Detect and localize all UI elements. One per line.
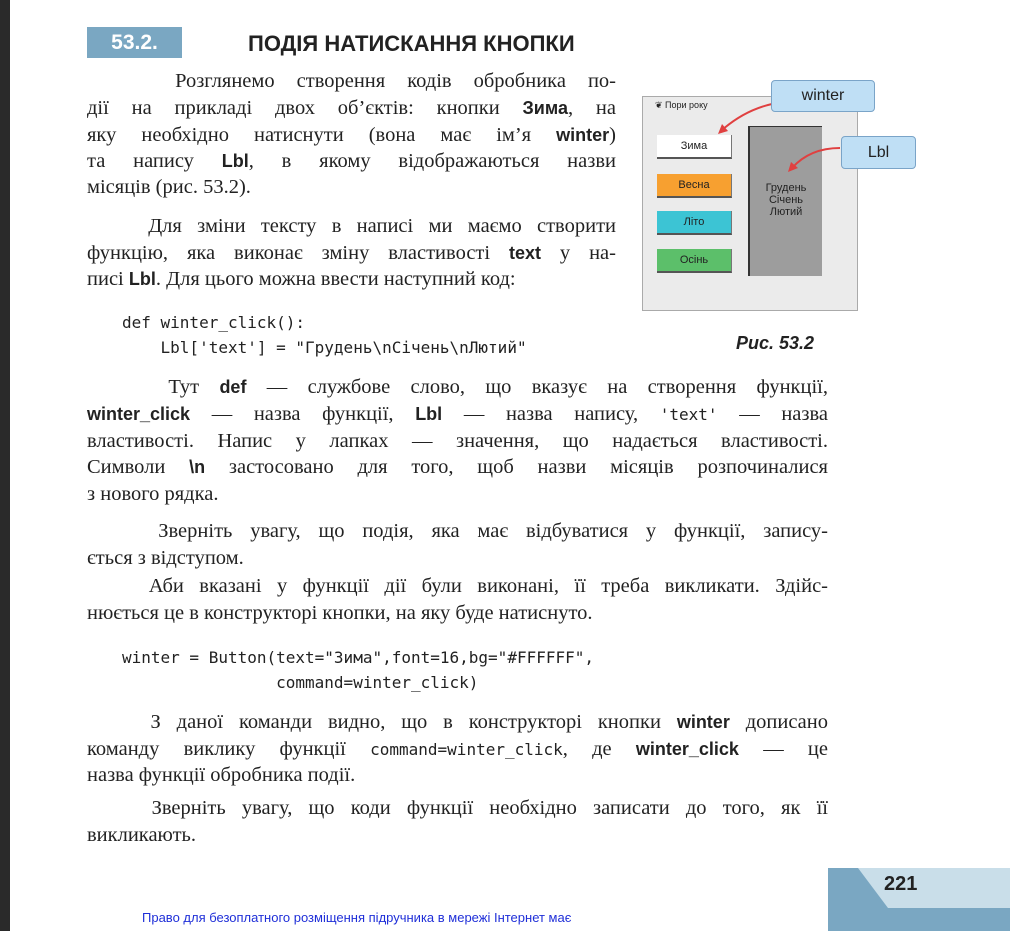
inline-code: 'text' xyxy=(659,405,718,424)
figure-button-summer: Літо xyxy=(657,211,732,235)
code-line: command=winter_click) xyxy=(122,673,479,692)
text-run: місяців (рис. 53.2). xyxy=(87,176,251,198)
figure-caption: Рис. 53.2 xyxy=(736,333,815,353)
text-run: , в якому відображаються назви xyxy=(248,150,616,172)
text-run: — назва xyxy=(717,403,828,425)
text-run: , де xyxy=(562,738,636,760)
text-run: Символи xyxy=(87,456,190,478)
text-run: — це xyxy=(738,738,828,760)
text-run: — назва функції, xyxy=(190,403,416,425)
text-run: ється з відступом. xyxy=(87,547,244,569)
figure-window-title: ❦ Пори року xyxy=(655,100,708,110)
text-run: З даної команди видно, що в конструкторі кнопки xyxy=(87,711,677,733)
bold-term: winter xyxy=(676,712,730,732)
text-run: та напису xyxy=(87,150,222,172)
bold-term: winter xyxy=(556,125,610,145)
code-line: def winter_click(): xyxy=(122,313,306,332)
bold-term: Lbl xyxy=(221,151,249,171)
text-run: . Для цього можна ввести наступний код: xyxy=(155,268,516,290)
text-run: команду виклику функції xyxy=(87,738,371,760)
figure-label: Грудень Січень Лютий xyxy=(748,126,822,276)
text-run: Аби вказані у функції дії були виконані, її треба викликати. Здійс- xyxy=(87,575,828,597)
text-run: яку необхідно натиснути (вона має ім’я xyxy=(87,124,557,146)
bold-term: def xyxy=(219,377,247,397)
figure-button-winter: Зима xyxy=(657,135,732,159)
text-run: Розглянемо створення кодів обробника по- xyxy=(87,70,616,92)
text-run: дописано xyxy=(729,711,828,733)
bold-term: \n xyxy=(189,457,206,477)
callout-winter: winter xyxy=(771,80,875,112)
bold-term: winter_click xyxy=(635,739,739,759)
text-run: писі xyxy=(87,268,129,290)
figure-button-autumn: Осінь xyxy=(657,249,732,273)
text-run: з нового рядка. xyxy=(87,483,219,505)
section-title: ПОДІЯ НАТИСКАННЯ КНОПКИ xyxy=(248,31,575,56)
callout-lbl: Lbl xyxy=(841,136,916,169)
text-run: застосовано для того, щоб назви місяців розпочиналися xyxy=(205,456,828,478)
text-run: ) xyxy=(609,124,616,146)
bold-term: Зима xyxy=(522,98,568,118)
text-run: — службове слово, що вказує на створення функції, xyxy=(246,376,828,398)
text-run: Зверніть увагу, що подія, яка має відбуватися у функції, запису- xyxy=(87,520,828,542)
code-line: winter = Button(text="Зима",font=16,bg="#FFFFFF", xyxy=(122,648,595,667)
text-run: нюється це в конструкторі кнопки, на яку буде натиснуто. xyxy=(87,602,593,624)
inline-code: command=winter_click xyxy=(370,740,563,759)
code-line: Lbl['text'] = "Грудень\nCічень\nЛютий" xyxy=(122,338,527,357)
section-number: 53.2. xyxy=(87,27,182,58)
text-run: — назва напису, xyxy=(442,403,660,425)
text-run: Зверніть увагу, що коди функції необхідно записати до того, як її xyxy=(87,797,828,819)
page-number: 221 xyxy=(884,873,918,895)
bold-term: winter_click xyxy=(87,404,191,424)
text-run: функцію, яка виконає зміну властивості xyxy=(87,242,509,264)
text-run: назва функції обробника події. xyxy=(87,764,356,786)
figure-button-spring: Весна xyxy=(657,174,732,198)
footer-notice: Право для безоплатного розміщення підручника в мережі Інтернет має xyxy=(142,910,572,925)
text-run: дії на прикладі двох об’єктів: кнопки xyxy=(87,97,523,119)
bold-term: Lbl xyxy=(128,269,156,289)
text-run: Для зміни тексту в написі ми маємо створити xyxy=(87,215,616,237)
bold-term: text xyxy=(509,243,542,263)
text-run: Тут xyxy=(87,376,220,398)
text-run: властивості. Напис у лапках — значення, що надається властивості. xyxy=(87,430,828,452)
bold-term: Lbl xyxy=(415,404,443,424)
text-run: викликають. xyxy=(87,824,197,846)
text-run: , на xyxy=(567,97,616,119)
text-run: у на- xyxy=(541,242,616,264)
